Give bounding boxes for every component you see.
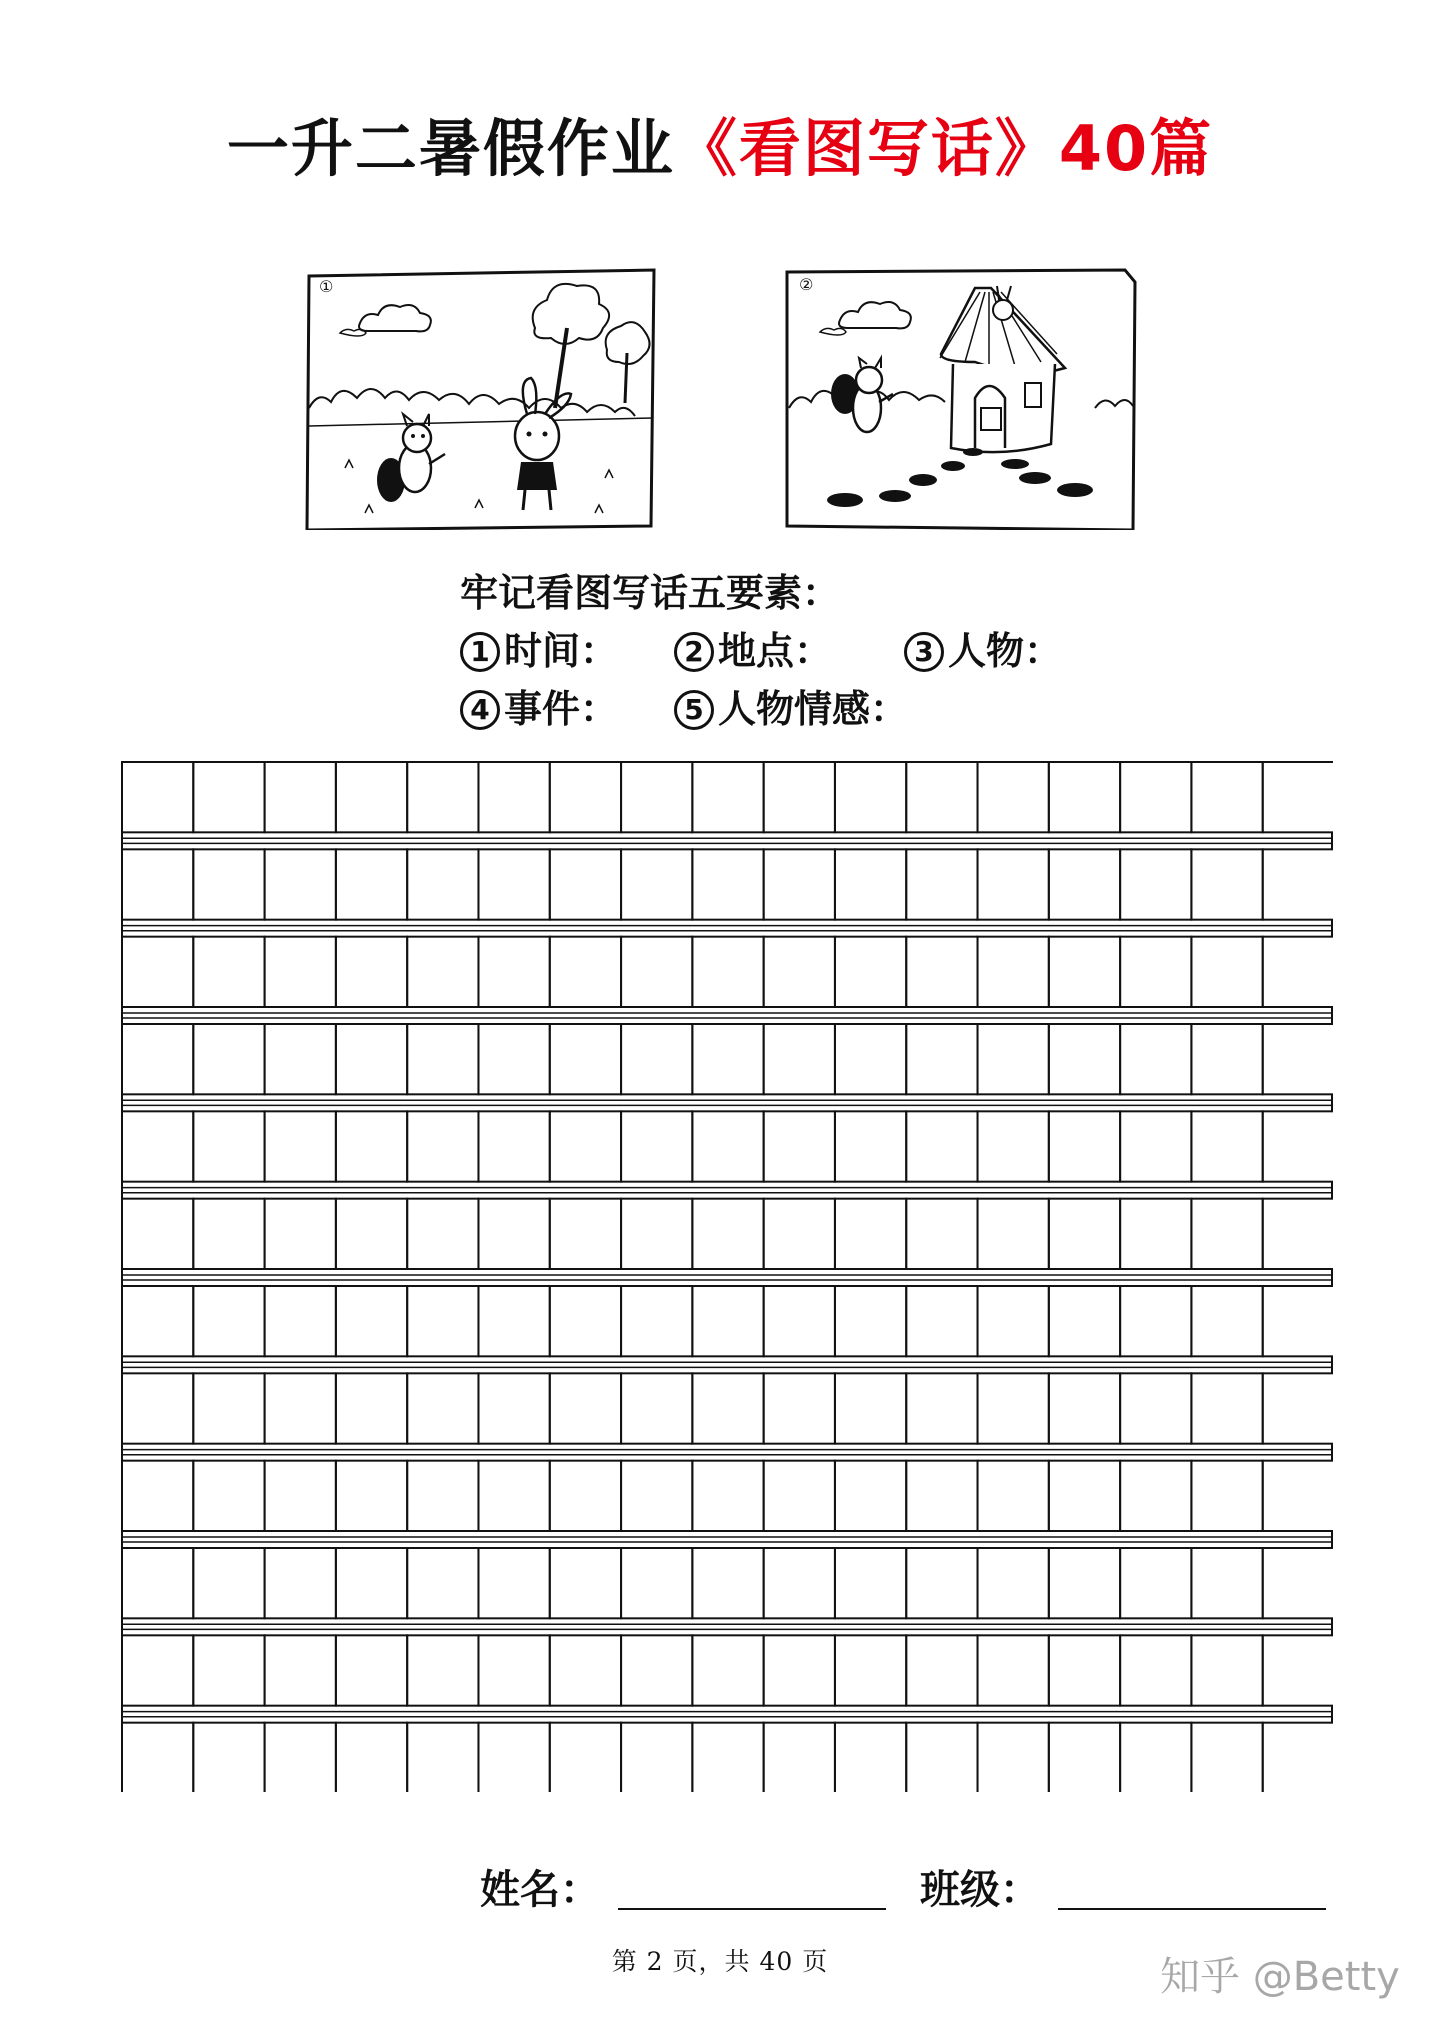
grid-cell[interactable] bbox=[906, 1286, 977, 1356]
grid-cell[interactable] bbox=[764, 1024, 835, 1094]
grid-cell[interactable] bbox=[764, 1461, 835, 1531]
grid-cell[interactable] bbox=[1049, 1199, 1120, 1269]
grid-cell[interactable] bbox=[906, 1111, 977, 1181]
watermark: 知乎 @Betty bbox=[1160, 1954, 1400, 2000]
grid-cell[interactable] bbox=[193, 1111, 264, 1181]
grid-cell[interactable] bbox=[906, 937, 977, 1007]
grid-cell[interactable] bbox=[1263, 1373, 1333, 1443]
grid-cell[interactable] bbox=[1120, 1286, 1191, 1356]
grid-cell[interactable] bbox=[906, 849, 977, 919]
grid-cell[interactable] bbox=[550, 1024, 621, 1094]
grid-cell[interactable] bbox=[978, 1635, 1049, 1705]
grid-cell[interactable] bbox=[1120, 937, 1191, 1007]
grid-cell[interactable] bbox=[193, 1024, 264, 1094]
grid-cell[interactable] bbox=[621, 937, 692, 1007]
grid-cell[interactable] bbox=[407, 1373, 478, 1443]
grid-cell[interactable] bbox=[1120, 1548, 1191, 1618]
grid-cell[interactable] bbox=[835, 1723, 906, 1792]
picture-2-illustration bbox=[785, 268, 1137, 530]
grid-cell[interactable] bbox=[265, 1461, 336, 1531]
grid-cell[interactable] bbox=[265, 1111, 336, 1181]
grid-cell[interactable] bbox=[978, 1723, 1049, 1792]
grid-cell[interactable] bbox=[835, 1461, 906, 1531]
grid-cell[interactable] bbox=[407, 937, 478, 1007]
grid-cell[interactable] bbox=[1049, 849, 1120, 919]
grid-cell[interactable] bbox=[835, 1111, 906, 1181]
grid-cell[interactable] bbox=[478, 1199, 549, 1269]
grid-cell[interactable] bbox=[1263, 937, 1333, 1007]
grid-cell[interactable] bbox=[1049, 937, 1120, 1007]
grid-cell[interactable] bbox=[1191, 849, 1262, 919]
grid-cell[interactable] bbox=[265, 1635, 336, 1705]
grid-cell[interactable] bbox=[1263, 762, 1333, 832]
grid-cell[interactable] bbox=[336, 1111, 407, 1181]
grid-cell[interactable] bbox=[978, 1024, 1049, 1094]
grid-cell[interactable] bbox=[336, 1286, 407, 1356]
grid-cell[interactable] bbox=[478, 1723, 549, 1792]
element-characters bbox=[904, 622, 1062, 680]
grid-cell[interactable] bbox=[1049, 1461, 1120, 1531]
grid-cell[interactable] bbox=[550, 1548, 621, 1618]
grid-cell[interactable] bbox=[764, 1286, 835, 1356]
grid-cell[interactable] bbox=[978, 762, 1049, 832]
grid-cell[interactable] bbox=[692, 762, 763, 832]
grid-cell[interactable] bbox=[407, 1024, 478, 1094]
grid-cell[interactable] bbox=[550, 1199, 621, 1269]
grid-cell[interactable] bbox=[1049, 1548, 1120, 1618]
grid-cell[interactable] bbox=[407, 1199, 478, 1269]
grid-cell[interactable] bbox=[978, 1548, 1049, 1618]
grid-cell[interactable] bbox=[336, 762, 407, 832]
grid-cell[interactable] bbox=[1263, 1286, 1333, 1356]
grid-cell[interactable] bbox=[621, 849, 692, 919]
grid-cell[interactable] bbox=[265, 762, 336, 832]
picture-2-drawing bbox=[785, 268, 1137, 530]
grid-cell[interactable] bbox=[835, 1286, 906, 1356]
grid-cell[interactable] bbox=[1263, 1548, 1333, 1618]
grid-cell[interactable] bbox=[1191, 1024, 1262, 1094]
grid-cell[interactable] bbox=[835, 1024, 906, 1094]
grid-cell[interactable] bbox=[193, 1461, 264, 1531]
grid-cell[interactable] bbox=[407, 762, 478, 832]
element-place bbox=[674, 622, 904, 680]
grid-cell[interactable] bbox=[478, 849, 549, 919]
grid-cell[interactable] bbox=[1049, 1024, 1120, 1094]
grid-cell[interactable] bbox=[1120, 1199, 1191, 1269]
grid-cell[interactable] bbox=[1049, 762, 1120, 832]
grid-cell[interactable] bbox=[1120, 1111, 1191, 1181]
element-label: 事件： bbox=[504, 686, 619, 731]
grid-cell[interactable] bbox=[1049, 1635, 1120, 1705]
grid-cell[interactable] bbox=[550, 762, 621, 832]
grid-cell[interactable] bbox=[692, 1548, 763, 1618]
grid-cell[interactable] bbox=[407, 1111, 478, 1181]
grid-cell[interactable] bbox=[265, 1548, 336, 1618]
grid-cell[interactable] bbox=[906, 1461, 977, 1531]
grid-cell[interactable] bbox=[193, 1373, 264, 1443]
grid-cell[interactable] bbox=[193, 849, 264, 919]
element-label: 人物： bbox=[948, 628, 1063, 673]
picture-2-label: ② bbox=[799, 275, 814, 294]
grid-cell[interactable] bbox=[336, 1199, 407, 1269]
grid-cell[interactable] bbox=[621, 1373, 692, 1443]
grid-cell[interactable] bbox=[193, 1723, 264, 1792]
num-circle: 1 bbox=[460, 632, 500, 672]
grid-cell[interactable] bbox=[906, 1723, 977, 1792]
grid-cell[interactable] bbox=[478, 1461, 549, 1531]
picture-1-drawing bbox=[305, 268, 657, 530]
grid-cell[interactable] bbox=[336, 1461, 407, 1531]
grid-cell[interactable] bbox=[692, 937, 763, 1007]
title-highlight: 《看图写话》40篇 bbox=[674, 112, 1214, 185]
grid-cell[interactable] bbox=[265, 1723, 336, 1792]
element-emotion bbox=[674, 680, 908, 738]
grid-cell[interactable] bbox=[1191, 1723, 1262, 1792]
grid-cell[interactable] bbox=[1263, 849, 1333, 919]
grid-cell[interactable] bbox=[621, 1286, 692, 1356]
grid-cell[interactable] bbox=[122, 937, 193, 1007]
grid-cell[interactable] bbox=[407, 1635, 478, 1705]
grid-cell[interactable] bbox=[1049, 1373, 1120, 1443]
grid-cell[interactable] bbox=[478, 937, 549, 1007]
grid-cell[interactable] bbox=[764, 1199, 835, 1269]
grid-cell[interactable] bbox=[1191, 1461, 1262, 1531]
grid-cell[interactable] bbox=[978, 849, 1049, 919]
grid-cell[interactable] bbox=[407, 1723, 478, 1792]
grid-cell[interactable] bbox=[621, 1461, 692, 1531]
grid-cell[interactable] bbox=[764, 1111, 835, 1181]
grid-cell[interactable] bbox=[122, 1111, 193, 1181]
grid-cell[interactable] bbox=[692, 1024, 763, 1094]
grid-cell[interactable] bbox=[265, 1024, 336, 1094]
grid-cell[interactable] bbox=[1120, 1373, 1191, 1443]
grid-cell[interactable] bbox=[978, 1461, 1049, 1531]
grid-cell[interactable] bbox=[764, 937, 835, 1007]
num-circle: 2 bbox=[674, 632, 714, 672]
grid-cell[interactable] bbox=[906, 1635, 977, 1705]
grid-cell[interactable] bbox=[1191, 1548, 1262, 1618]
grid-cell[interactable] bbox=[550, 1373, 621, 1443]
grid-cell[interactable] bbox=[764, 762, 835, 832]
grid-cell[interactable] bbox=[835, 937, 906, 1007]
grid-cell[interactable] bbox=[906, 1199, 977, 1269]
grid-cell[interactable] bbox=[193, 1548, 264, 1618]
title-main: 一升二暑假作业 bbox=[226, 112, 675, 185]
grid-cell[interactable] bbox=[122, 1635, 193, 1705]
grid-cell[interactable] bbox=[1120, 1635, 1191, 1705]
element-label: 人物情感： bbox=[718, 686, 909, 731]
grid-cell[interactable] bbox=[1049, 1286, 1120, 1356]
grid-cell[interactable] bbox=[336, 1024, 407, 1094]
grid-cell[interactable] bbox=[621, 1111, 692, 1181]
grid-cell[interactable] bbox=[478, 1373, 549, 1443]
grid-cell[interactable] bbox=[550, 1723, 621, 1792]
grid-cell[interactable] bbox=[978, 1286, 1049, 1356]
element-event bbox=[460, 680, 674, 738]
grid-cell[interactable] bbox=[550, 1635, 621, 1705]
class-label: 班级： bbox=[920, 1866, 1040, 1913]
grid-cell[interactable] bbox=[835, 1635, 906, 1705]
grid-cell[interactable] bbox=[336, 1723, 407, 1792]
grid-cell[interactable] bbox=[1263, 1111, 1333, 1181]
num-circle: 3 bbox=[904, 632, 944, 672]
grid-cell[interactable] bbox=[550, 937, 621, 1007]
grid-cell[interactable] bbox=[692, 849, 763, 919]
grid-cell[interactable] bbox=[764, 1548, 835, 1618]
grid-cell[interactable] bbox=[1049, 1111, 1120, 1181]
grid-cell[interactable] bbox=[407, 1548, 478, 1618]
grid-cell[interactable] bbox=[835, 762, 906, 832]
grid-cell[interactable] bbox=[835, 1373, 906, 1443]
grid-cell[interactable] bbox=[835, 849, 906, 919]
grid-cell[interactable] bbox=[692, 1461, 763, 1531]
element-time bbox=[460, 622, 674, 680]
grid-cell[interactable] bbox=[550, 1111, 621, 1181]
grid-cell[interactable] bbox=[122, 762, 193, 832]
picture-1-label: ① bbox=[319, 277, 334, 296]
grid-cell[interactable] bbox=[122, 849, 193, 919]
grid-cell[interactable] bbox=[1263, 1461, 1333, 1531]
grid-cell[interactable] bbox=[336, 1373, 407, 1443]
grid-cell[interactable] bbox=[1263, 1024, 1333, 1094]
grid-cell[interactable] bbox=[122, 1548, 193, 1618]
grid-cell[interactable] bbox=[122, 1024, 193, 1094]
grid-cell[interactable] bbox=[692, 1635, 763, 1705]
grid-cell[interactable] bbox=[478, 1024, 549, 1094]
grid-cell[interactable] bbox=[1120, 1461, 1191, 1531]
grid-cell[interactable] bbox=[407, 849, 478, 919]
grid-cell[interactable] bbox=[621, 1199, 692, 1269]
grid-cell[interactable] bbox=[265, 1373, 336, 1443]
grid-cell[interactable] bbox=[336, 849, 407, 919]
grid-cell[interactable] bbox=[550, 1461, 621, 1531]
grid-cell[interactable] bbox=[621, 762, 692, 832]
writing-elements-reminder bbox=[460, 564, 1062, 738]
elements-row-1 bbox=[460, 622, 1062, 680]
grid-cell[interactable] bbox=[692, 1199, 763, 1269]
grid-cell[interactable] bbox=[1120, 1723, 1191, 1792]
elements-heading: 牢记看图写话五要素： bbox=[460, 570, 841, 615]
grid-cell[interactable] bbox=[122, 1199, 193, 1269]
grid-cell[interactable] bbox=[1120, 849, 1191, 919]
grid-cell[interactable] bbox=[621, 1548, 692, 1618]
grid-cell[interactable] bbox=[193, 1635, 264, 1705]
grid-cell[interactable] bbox=[835, 1199, 906, 1269]
grid-cell[interactable] bbox=[906, 1548, 977, 1618]
grid-cell[interactable] bbox=[550, 1286, 621, 1356]
grid-cell[interactable] bbox=[122, 1373, 193, 1443]
grid-cell[interactable] bbox=[692, 1286, 763, 1356]
name-label: 姓名： bbox=[480, 1866, 600, 1913]
grid-cell[interactable] bbox=[550, 849, 621, 919]
grid-cell[interactable] bbox=[1191, 1199, 1262, 1269]
grid-cell[interactable] bbox=[978, 937, 1049, 1007]
grid-cell[interactable] bbox=[336, 937, 407, 1007]
grid-cell[interactable] bbox=[1049, 1723, 1120, 1792]
grid-cell[interactable] bbox=[1263, 1199, 1333, 1269]
grid-cell[interactable] bbox=[764, 849, 835, 919]
grid-cell[interactable] bbox=[265, 849, 336, 919]
page-title bbox=[0, 112, 1440, 185]
grid-cell[interactable] bbox=[835, 1548, 906, 1618]
grid-cell[interactable] bbox=[906, 762, 977, 832]
grid-cell[interactable] bbox=[478, 762, 549, 832]
grid-cell[interactable] bbox=[621, 1024, 692, 1094]
writing-grid-svg bbox=[121, 761, 1333, 1792]
grid-cell[interactable] bbox=[265, 1199, 336, 1269]
grid-cell[interactable] bbox=[336, 1635, 407, 1705]
grid-cell[interactable] bbox=[692, 1111, 763, 1181]
page-number: 第 2 页，共 40 页 bbox=[611, 1947, 829, 1976]
name-field[interactable] bbox=[618, 1908, 886, 1910]
num-circle: 5 bbox=[674, 690, 714, 730]
grid-cell[interactable] bbox=[1263, 1723, 1333, 1792]
grid-cell[interactable] bbox=[1120, 762, 1191, 832]
grid-cell[interactable] bbox=[1191, 1111, 1262, 1181]
grid-cell[interactable] bbox=[122, 1461, 193, 1531]
grid-cell[interactable] bbox=[407, 1461, 478, 1531]
grid-cell[interactable] bbox=[265, 937, 336, 1007]
grid-cell[interactable] bbox=[1263, 1635, 1333, 1705]
grid-cell[interactable] bbox=[122, 1286, 193, 1356]
grid-cell[interactable] bbox=[621, 1635, 692, 1705]
grid-cell[interactable] bbox=[764, 1635, 835, 1705]
grid-cell[interactable] bbox=[1120, 1024, 1191, 1094]
num-circle: 4 bbox=[460, 690, 500, 730]
picture-1-illustration bbox=[305, 268, 657, 530]
grid-cell[interactable] bbox=[621, 1723, 692, 1792]
grid-cell[interactable] bbox=[1191, 1373, 1262, 1443]
grid-cell[interactable] bbox=[692, 1723, 763, 1792]
grid-cell[interactable] bbox=[906, 1373, 977, 1443]
grid-cell[interactable] bbox=[1191, 762, 1262, 832]
grid-cell[interactable] bbox=[692, 1373, 763, 1443]
grid-cell[interactable] bbox=[265, 1286, 336, 1356]
grid-cell[interactable] bbox=[478, 1635, 549, 1705]
grid-cell[interactable] bbox=[193, 762, 264, 832]
grid-cell[interactable] bbox=[122, 1723, 193, 1792]
grid-cell[interactable] bbox=[978, 1373, 1049, 1443]
grid-cell[interactable] bbox=[764, 1723, 835, 1792]
class-field[interactable] bbox=[1058, 1908, 1326, 1910]
grid-cell[interactable] bbox=[478, 1111, 549, 1181]
grid-cell[interactable] bbox=[906, 1024, 977, 1094]
grid-cell[interactable] bbox=[1191, 1635, 1262, 1705]
grid-cell[interactable] bbox=[407, 1286, 478, 1356]
element-label: 地点： bbox=[718, 628, 833, 673]
grid-cell[interactable] bbox=[978, 1111, 1049, 1181]
grid-cell[interactable] bbox=[193, 937, 264, 1007]
grid-cell[interactable] bbox=[1191, 1286, 1262, 1356]
grid-cell[interactable] bbox=[193, 1199, 264, 1269]
grid-cell[interactable] bbox=[478, 1286, 549, 1356]
grid-cell[interactable] bbox=[478, 1548, 549, 1618]
grid-cell[interactable] bbox=[336, 1548, 407, 1618]
grid-cell[interactable] bbox=[1191, 937, 1262, 1007]
element-label: 时间： bbox=[504, 628, 619, 673]
writing-grid[interactable] bbox=[121, 761, 1333, 1792]
grid-cell[interactable] bbox=[193, 1286, 264, 1356]
elements-row-2 bbox=[460, 680, 1062, 738]
grid-cell[interactable] bbox=[764, 1373, 835, 1443]
grid-cell[interactable] bbox=[978, 1199, 1049, 1269]
